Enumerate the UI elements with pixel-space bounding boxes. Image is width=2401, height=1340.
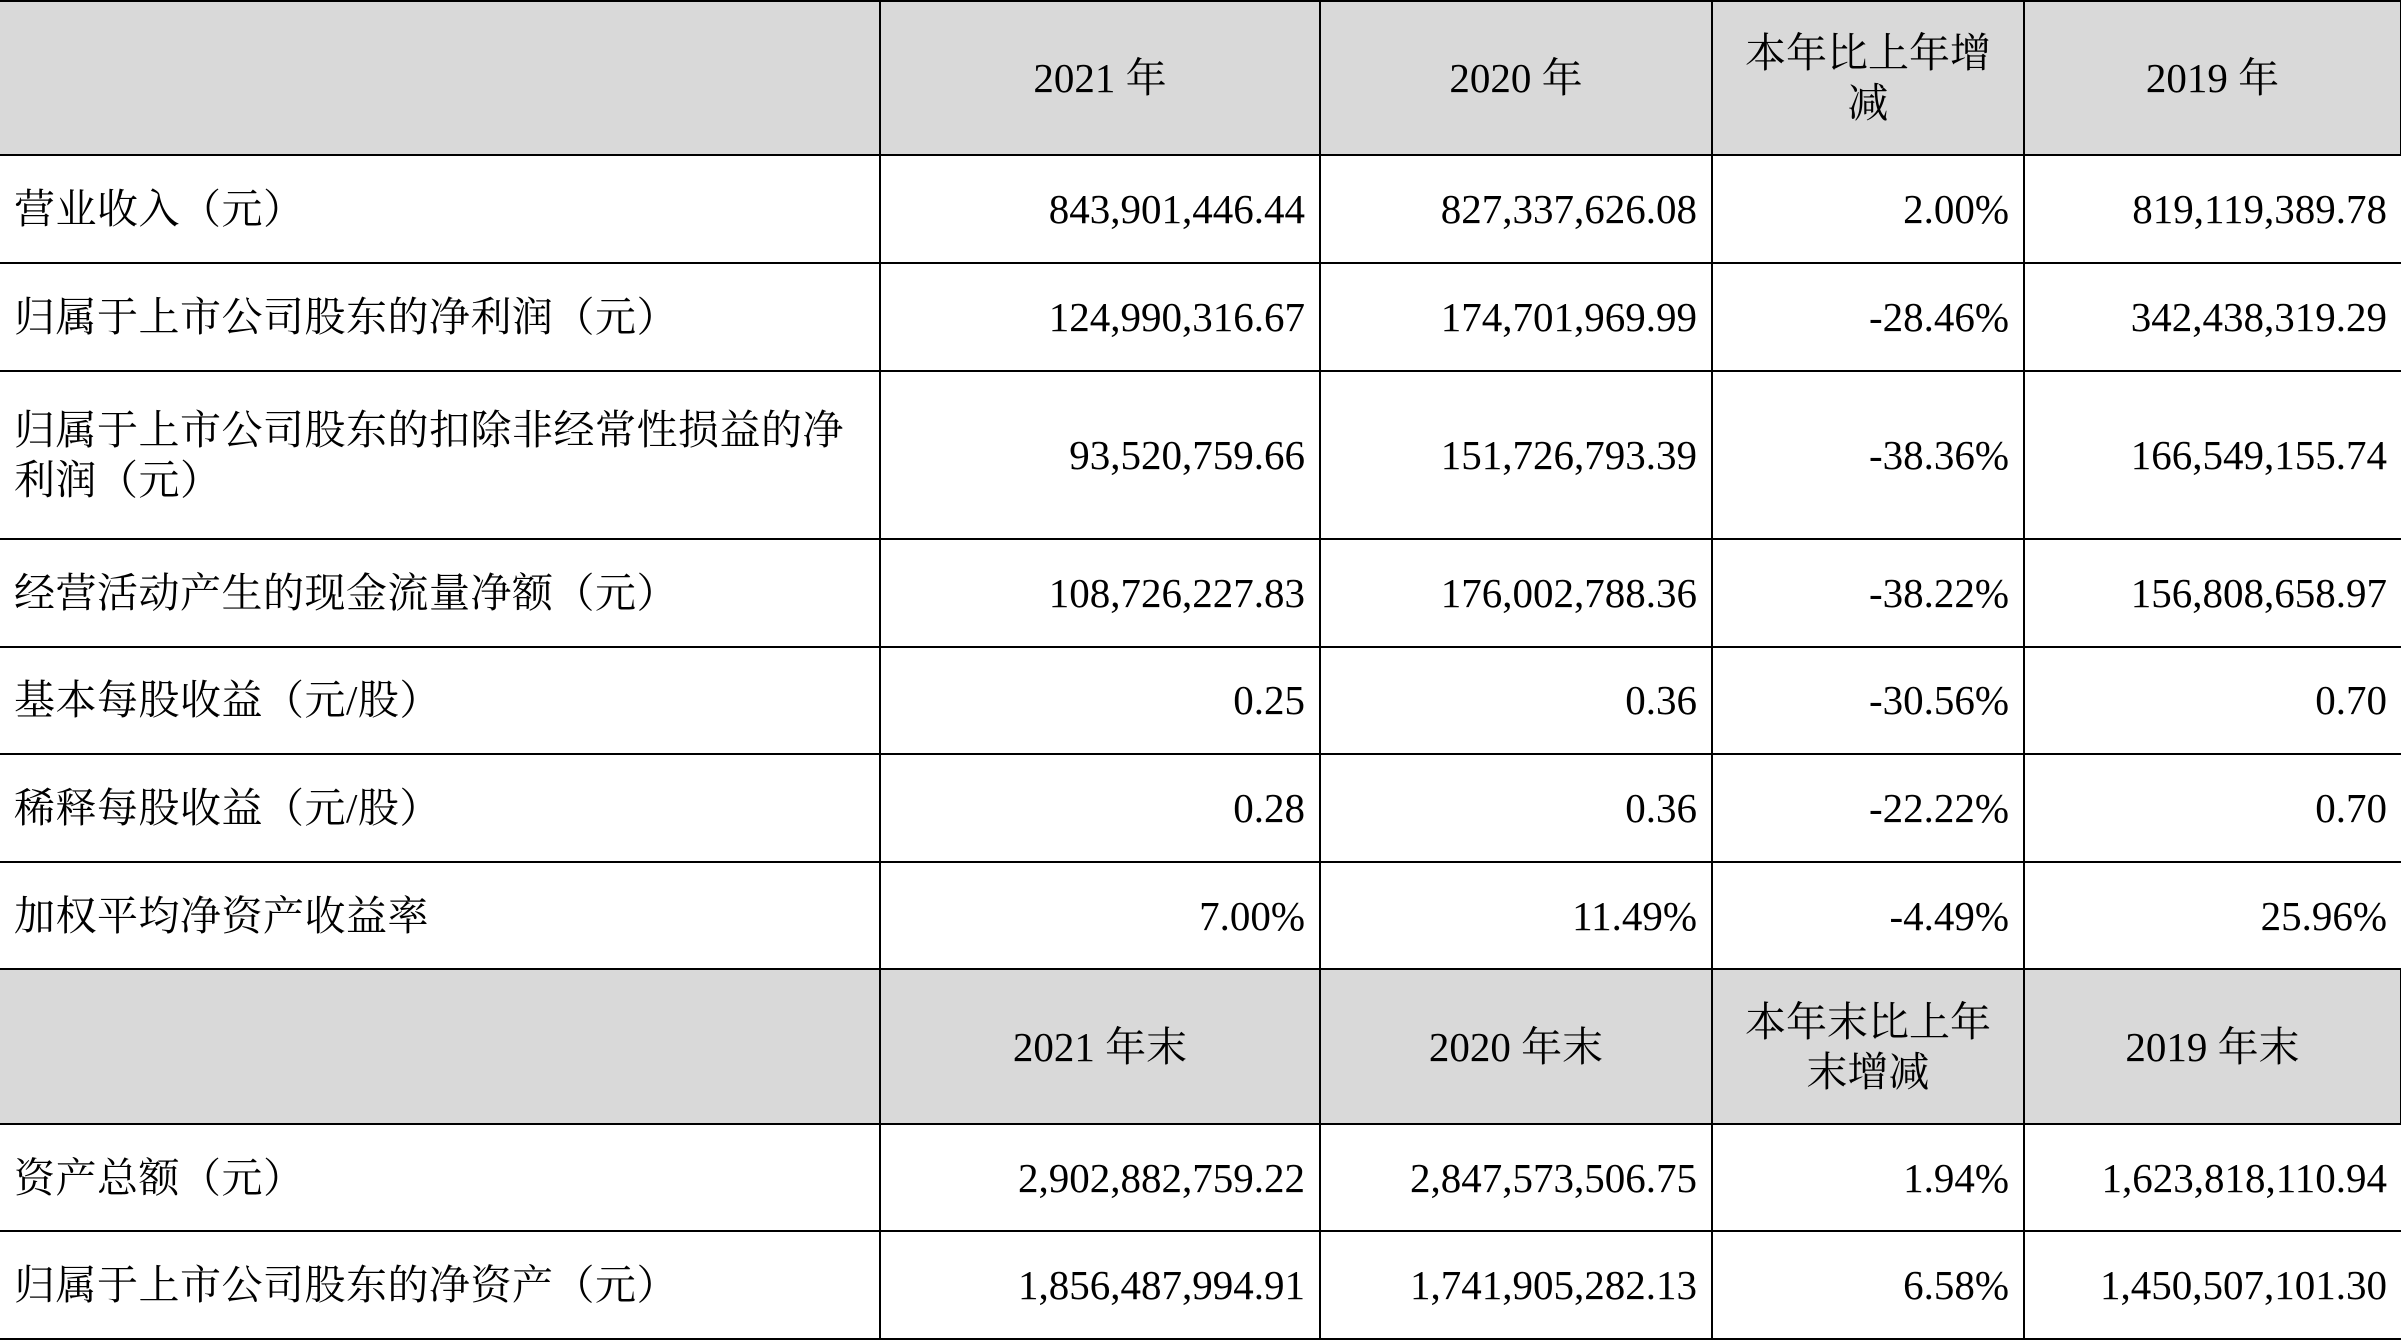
table-row xyxy=(0,647,2401,755)
row-label-total-assets: 资产总额（元） xyxy=(0,1124,880,1232)
header-cell-year-end-change: 本年末比上年末增减 xyxy=(1712,969,2024,1123)
cell-operating-cash-flow-2019: 156,808,658.97 xyxy=(2024,539,2401,647)
cell-net-profit-excl-2019: 166,549,155.74 xyxy=(2024,371,2401,539)
table-row xyxy=(0,1124,2401,1232)
cell-weighted-roe-2019: 25.96% xyxy=(2024,862,2401,970)
cell-revenue-change: 2.00% xyxy=(1712,155,2024,263)
header-cell-yoy-change: 本年比上年增减 xyxy=(1712,1,2024,155)
cell-operating-cash-flow-2021: 108,726,227.83 xyxy=(880,539,1320,647)
header-cell-2020: 2020 年 xyxy=(1320,1,1712,155)
cell-diluted-eps-change: -22.22% xyxy=(1712,754,2024,862)
header-cell-2021-year-end: 2021 年末 xyxy=(880,969,1320,1123)
cell-basic-eps-2021: 0.25 xyxy=(880,647,1320,755)
cell-diluted-eps-2019: 0.70 xyxy=(2024,754,2401,862)
table-row xyxy=(0,155,2401,263)
cell-net-profit-2021: 124,990,316.67 xyxy=(880,263,1320,371)
cell-revenue-2019: 819,119,389.78 xyxy=(2024,155,2401,263)
row-label-net-assets: 归属于上市公司股东的净资产（元） xyxy=(0,1231,880,1339)
header-cell-blank xyxy=(0,1,880,155)
cell-net-assets-2019: 1,450,507,101.30 xyxy=(2024,1231,2401,1339)
cell-weighted-roe-2020: 11.49% xyxy=(1320,862,1712,970)
cell-revenue-2020: 827,337,626.08 xyxy=(1320,155,1712,263)
cell-operating-cash-flow-change: -38.22% xyxy=(1712,539,2024,647)
cell-net-profit-2019: 342,438,319.29 xyxy=(2024,263,2401,371)
cell-weighted-roe-change: -4.49% xyxy=(1712,862,2024,970)
cell-basic-eps-2020: 0.36 xyxy=(1320,647,1712,755)
cell-total-assets-change: 1.94% xyxy=(1712,1124,2024,1232)
cell-net-assets-2021: 1,856,487,994.91 xyxy=(880,1231,1320,1339)
cell-net-profit-excl-change: -38.36% xyxy=(1712,371,2024,539)
cell-total-assets-2020: 2,847,573,506.75 xyxy=(1320,1124,1712,1232)
header-cell-blank-2 xyxy=(0,969,880,1123)
header-cell-2021: 2021 年 xyxy=(880,1,1320,155)
cell-operating-cash-flow-2020: 176,002,788.36 xyxy=(1320,539,1712,647)
row-label-basic-eps: 基本每股收益（元/股） xyxy=(0,647,880,755)
cell-net-profit-excl-2020: 151,726,793.39 xyxy=(1320,371,1712,539)
table-header-row-year-end xyxy=(0,969,2401,1123)
cell-net-profit-2020: 174,701,969.99 xyxy=(1320,263,1712,371)
cell-total-assets-2021: 2,902,882,759.22 xyxy=(880,1124,1320,1232)
cell-net-assets-2020: 1,741,905,282.13 xyxy=(1320,1231,1712,1339)
table-row xyxy=(0,862,2401,970)
row-label-net-profit-excl-nonrecurring: 归属于上市公司股东的扣除非经常性损益的净利润（元） xyxy=(0,371,880,539)
table-row xyxy=(0,371,2401,539)
table-row xyxy=(0,539,2401,647)
table-row xyxy=(0,263,2401,371)
header-cell-2020-year-end: 2020 年末 xyxy=(1320,969,1712,1123)
header-cell-2019-year-end: 2019 年末 xyxy=(2024,969,2401,1123)
cell-net-profit-change: -28.46% xyxy=(1712,263,2024,371)
cell-basic-eps-change: -30.56% xyxy=(1712,647,2024,755)
table-row xyxy=(0,754,2401,862)
table-header-row-annual xyxy=(0,1,2401,155)
cell-basic-eps-2019: 0.70 xyxy=(2024,647,2401,755)
cell-net-assets-change: 6.58% xyxy=(1712,1231,2024,1339)
cell-diluted-eps-2021: 0.28 xyxy=(880,754,1320,862)
cell-weighted-roe-2021: 7.00% xyxy=(880,862,1320,970)
table-row xyxy=(0,1231,2401,1339)
row-label-revenue: 营业收入（元） xyxy=(0,155,880,263)
cell-total-assets-2019: 1,623,818,110.94 xyxy=(2024,1124,2401,1232)
header-cell-2019: 2019 年 xyxy=(2024,1,2401,155)
cell-diluted-eps-2020: 0.36 xyxy=(1320,754,1712,862)
cell-net-profit-excl-2021: 93,520,759.66 xyxy=(880,371,1320,539)
row-label-diluted-eps: 稀释每股收益（元/股） xyxy=(0,754,880,862)
cell-revenue-2021: 843,901,446.44 xyxy=(880,155,1320,263)
row-label-operating-cash-flow: 经营活动产生的现金流量净额（元） xyxy=(0,539,880,647)
row-label-weighted-roe: 加权平均净资产收益率 xyxy=(0,862,880,970)
row-label-net-profit: 归属于上市公司股东的净利润（元） xyxy=(0,263,880,371)
